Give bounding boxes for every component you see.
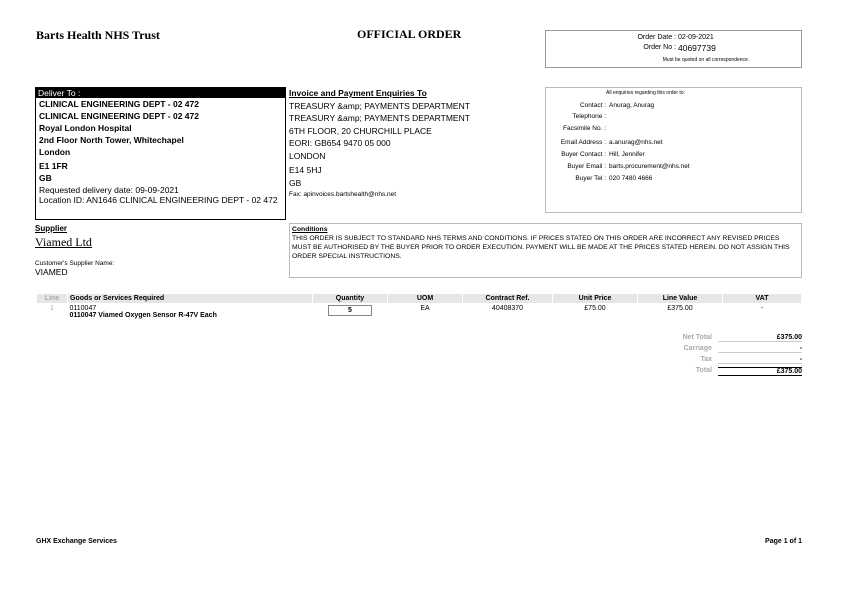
col-vat: VAT (723, 294, 802, 304)
col-quantity: Quantity (313, 294, 388, 304)
contact-label: Contact : (579, 102, 606, 109)
tax-value: - (718, 356, 802, 364)
invoice-line-2: TREASURY &amp; PAYMENTS DEPARTMENT (289, 113, 470, 123)
customer-supplier-label: Customer's Supplier Name: (35, 260, 115, 267)
invoice-line-5: LONDON (289, 150, 326, 161)
totals-block (640, 334, 802, 378)
deliver-to-heading: Deliver To : (36, 88, 285, 98)
row-line-no: 1 (50, 305, 54, 312)
deliver-line-1: CLINICAL ENGINEERING DEPT - 02 472 (39, 99, 199, 109)
conditions-heading: Conditions (292, 226, 328, 233)
email-value: a.anurag@nhs.net (609, 139, 663, 146)
row-quantity-cell (313, 304, 388, 321)
supplier-label: Supplier (35, 224, 68, 233)
footer-provider: GHX Exchange Services (36, 538, 117, 545)
row-line-value: £375.00 (667, 305, 693, 312)
row-goods (68, 304, 313, 321)
invoice-fax: Fax: apinvoices.bartshealth@nhs.net (289, 191, 397, 198)
order-date-label: Order Date : (637, 34, 676, 41)
table-header-row (37, 294, 802, 304)
deliver-line-3: Royal London Hospital (39, 123, 132, 133)
row-code: 0110047 (69, 305, 97, 312)
buyer-tel-label: Buyer Tel : (575, 175, 606, 182)
contacts-heading: All enquiries regarding this order to: (606, 90, 685, 96)
invoice-heading: Invoice and Payment Enquiries To (289, 88, 427, 98)
deliver-line-4: 2nd Floor North Tower, Whitechapel (39, 135, 184, 145)
col-line-value: Line Value (638, 294, 723, 304)
contact-value: Anurag, Anurag (609, 102, 655, 109)
supplier-name: Viamed Ltd (35, 235, 92, 249)
col-unit-price: Unit Price (553, 294, 638, 304)
telephone-label: Telephone : (572, 113, 606, 120)
total-label: Total (695, 367, 712, 374)
email-label: Email Address : (560, 139, 606, 146)
quote-note: Must be quoted on all correspondence. (662, 57, 750, 63)
row-uom: EA (420, 305, 430, 312)
invoice-line-4: EORI: GB654 9470 05 000 (289, 138, 391, 148)
col-goods: Goods or Services Required (68, 294, 313, 304)
table-row (37, 304, 802, 321)
buyer-tel-value: 020 7480 4666 (609, 175, 653, 182)
col-contract-ref: Contract Ref. (463, 294, 553, 304)
buyer-contact-value: Hill, Jennifer (609, 151, 645, 158)
requested-delivery-date: Requested delivery date: 09-09-2021 (39, 185, 179, 195)
buyer-email-value: barts.procurement@nhs.net (609, 163, 690, 170)
invoice-postcode: E14 5HJ (289, 165, 322, 175)
deliver-line-2: CLINICAL ENGINEERING DEPT - 02 472 (39, 111, 199, 121)
col-line: Line (37, 294, 68, 304)
invoice-line-3: 6TH FLOOR, 20 CHURCHILL PLACE (289, 125, 432, 136)
col-uom: UOM (388, 294, 463, 304)
row-description: 0110047 Viamed Oxygen Sensor R-47V Each (69, 312, 217, 319)
order-no-label: Order No : (643, 44, 676, 51)
buyer-contact-label: Buyer Contact : (561, 151, 606, 158)
trust-name: Barts Health NHS Trust (36, 28, 160, 42)
invoice-box (289, 87, 545, 213)
net-total-label: Net Total (682, 334, 712, 341)
customer-supplier-name: VIAMED (35, 267, 68, 277)
contacts-box (545, 87, 802, 213)
order-date: 02-09-2021 (678, 34, 714, 41)
deliver-country: GB (39, 173, 52, 183)
net-total-value: £375.00 (718, 334, 802, 342)
order-no: 40697739 (678, 43, 716, 53)
order-info-box (545, 30, 802, 68)
conditions-text: THIS ORDER IS SUBJECT TO STANDARD NHS TERMS AND CONDITIONS. IF PRICES STATED ON THIS ORDER ARE INCORRECT ANY REVISED PRICES MUST BE AUTHORISED BY THE BUYER PRIOR TO ORDER EXECUTION. PAYMENT WILL BE MADE AT THE PRICES STATED HEREIN. DO NOT ASSIGN THIS ORDER SPECIAL INSTRUCTIONS. (292, 235, 790, 260)
buyer-email-label: Buyer Email : (567, 163, 606, 170)
row-contract-ref: 40408370 (491, 305, 524, 312)
row-vat: - (760, 305, 764, 312)
carriage-label: Carriage (683, 345, 712, 352)
deliver-line-5: London (39, 147, 71, 157)
tax-label: Tax (700, 356, 712, 363)
conditions-box (289, 223, 802, 278)
fax-label: Facsimile No. : (563, 125, 606, 132)
page-number: Page 1 of 1 (765, 538, 802, 545)
total-value: £375.00 (718, 367, 802, 376)
row-quantity: 5 (328, 305, 372, 316)
document-title: OFFICIAL ORDER (357, 27, 462, 41)
order-lines-table (36, 293, 802, 320)
invoice-line-1: TREASURY &amp; PAYMENTS DEPARTMENT (289, 100, 470, 111)
location-id: Location ID: AN1646 CLINICAL ENGINEERING DEPT - 02 472 (39, 195, 278, 205)
carriage-value: - (718, 345, 802, 353)
deliver-postcode: E1 1FR (39, 161, 68, 171)
deliver-to-box (35, 87, 286, 220)
row-unit-price: £75.00 (584, 305, 606, 312)
invoice-country: GB (289, 177, 302, 188)
